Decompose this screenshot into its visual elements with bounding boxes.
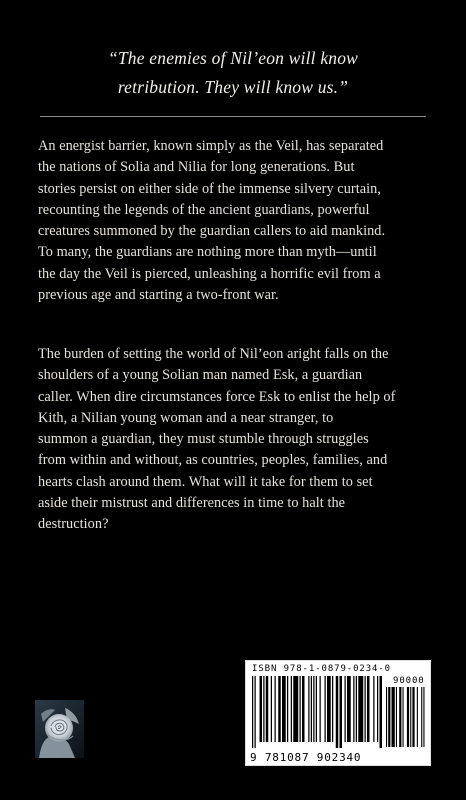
barcode-bar	[300, 676, 301, 742]
barcode-bar	[365, 676, 366, 742]
blurb-line: shoulders of a young Solian man named Esk, a guardian	[38, 367, 363, 384]
barcode-bar	[380, 676, 383, 748]
barcode-bar	[410, 687, 411, 747]
barcode-bar	[407, 687, 409, 747]
blurb-line: creatures summoned by the guardian callers to aid mankind.	[38, 223, 386, 240]
barcode-bar	[423, 687, 424, 747]
blurb-line: Kith, a Nilian young woman and a near stranger, to	[38, 409, 334, 426]
barcode-bar	[316, 676, 317, 742]
ean-digits: 9 781087 902340	[250, 751, 362, 764]
barcode-bar	[291, 676, 292, 742]
barcode-bar	[367, 676, 370, 742]
blurb-paragraph-1	[38, 136, 430, 306]
barcode-bar	[255, 676, 256, 748]
barcode-bar	[266, 676, 269, 742]
barcode-bar	[313, 676, 314, 742]
barcode-bar	[377, 676, 378, 742]
barcode-bar	[412, 687, 414, 747]
blurb-paragraph-2	[38, 344, 430, 536]
divider	[40, 116, 426, 117]
barcode-bar	[332, 676, 333, 742]
barcode-bar	[347, 676, 351, 742]
barcode-bar	[263, 676, 264, 742]
blurb-line: the nations of Solia and Nilia for long generations. But	[38, 159, 355, 176]
barcode-bar	[399, 687, 401, 747]
blurb-line: To many, the guardians are nothing more than myth—until	[38, 244, 377, 261]
blurb-line: aside their mistrust and differences in time to halt the	[38, 495, 346, 512]
barcode-bar	[403, 687, 404, 747]
barcode-bars	[252, 676, 382, 750]
blurb-line: previous age and starting a two-front war.	[38, 287, 279, 304]
blurb-line: The burden of setting the world of Nil’eon aright falls on the	[38, 346, 389, 362]
barcode-bar	[282, 676, 286, 742]
price-code: 90000	[393, 676, 425, 686]
barcode-bar	[417, 687, 418, 747]
barcode-bar	[356, 676, 357, 742]
barcode-bar	[373, 676, 374, 742]
barcode-bar	[308, 676, 309, 742]
isbn-label: ISBN 978-1-0879-0234-0	[252, 664, 392, 674]
barcode-bar	[320, 676, 321, 742]
blurb-line: stories persist on either side of the immense silvery curtain,	[38, 180, 381, 197]
barcode-bar	[353, 676, 354, 742]
barcode-bar	[260, 676, 263, 742]
barcode-bar	[345, 676, 346, 742]
barcode-bar	[327, 676, 331, 742]
barcode-bar	[392, 687, 395, 747]
barcode-bar	[336, 676, 339, 748]
barcode-bar	[386, 687, 387, 747]
rose-in-hand-icon	[35, 700, 84, 758]
blurb-line: An energist barrier, known simply as the Veil, has separated	[38, 138, 384, 154]
barcode-addon-bars	[386, 687, 426, 749]
barcode-bar	[358, 676, 363, 742]
blurb-line: summon a guardian, they must stumble through struggles	[38, 431, 369, 448]
barcode-bar	[340, 676, 343, 748]
barcode-bar	[311, 676, 312, 742]
barcode-bar	[271, 676, 272, 742]
isbn-barcode	[245, 660, 431, 766]
blurb-line: recounting the legends of the ancient guardians, powerful	[38, 201, 370, 218]
barcode-bar	[396, 687, 397, 747]
barcode-bar	[278, 676, 281, 742]
blurb-line: destruction?	[38, 516, 109, 533]
barcode-bar	[293, 676, 298, 742]
barcode-bar	[388, 687, 390, 747]
barcode-bar	[325, 676, 326, 742]
pull-quote	[40, 44, 426, 102]
blurb-line: the day the Veil is pierced, unleashing a horrific evil from a	[38, 265, 381, 282]
blurb-line: from within and without, as countries, peoples, families, and	[38, 452, 388, 469]
barcode-bar	[421, 687, 422, 747]
barcode-bar	[275, 676, 276, 742]
barcode-bar	[287, 676, 288, 742]
quote-line: “The enemies of Nil’eon will know	[107, 48, 359, 68]
quote-line: retribution. They will know us.”	[117, 77, 349, 97]
barcode-bar	[252, 676, 253, 748]
blurb-line: hearts clash around them. What will it take for them to set	[38, 473, 373, 490]
barcode-bar	[302, 676, 305, 742]
blurb-line: caller. When dire circumstances force Esk to enlist the help of	[38, 388, 396, 405]
